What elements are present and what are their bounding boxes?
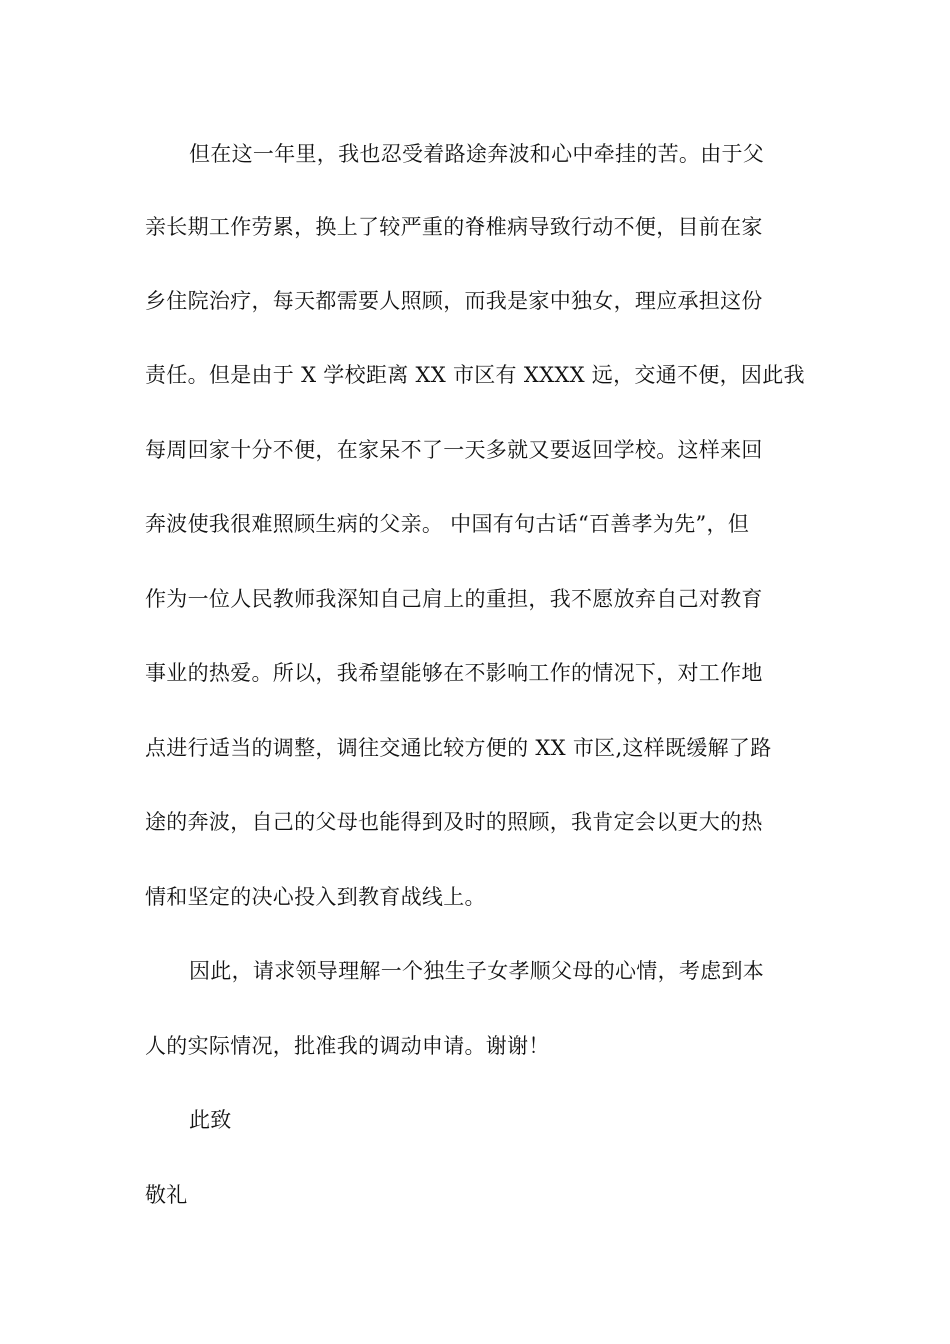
paragraph-1-line-3: 乡住院治疗，每天都需要人照顾，而我是家中独女，理应承担这份: [145, 289, 763, 313]
paragraph-1-line-9: 点进行适当的调整，调往交通比较方便的 XX 市区,这样既缓解了路: [145, 736, 772, 760]
closing-salutation: 此致: [189, 1108, 232, 1132]
paragraph-1-line-6: 奔波使我很难照顾生病的父亲。 中国有句古话“百善孝为先”，但: [145, 512, 750, 536]
paragraph-1-line-5: 每周回家十分不便，在家呆不了一天多就又要返回学校。这样来回: [145, 438, 763, 462]
paragraph-1-line-7: 作为一位人民教师我深知自己肩上的重担，我不愿放弃自己对教育: [145, 587, 763, 611]
paragraph-1-line-10: 途的奔波，自己的父母也能得到及时的照顾，我肯定会以更大的热: [145, 810, 763, 834]
paragraph-1-line-4: 责任。但是由于 X 学校距离 XX 市区有 XXXX 远，交通不便，因此我: [145, 363, 805, 387]
paragraph-1-line-11: 情和坚定的决心投入到教育战线上。: [145, 885, 486, 909]
paragraph-2-line-2: 人的实际情况，批准我的调动申请。谢谢！: [145, 1034, 550, 1058]
closing-regards: 敬礼: [145, 1183, 188, 1207]
paragraph-2-line-1: 因此，请求领导理解一个独生子女孝顺父母的心情，考虑到本: [189, 959, 765, 983]
paragraph-1-line-1: 但在这一年里，我也忍受着路途奔波和心中牵挂的苦。由于父: [189, 142, 765, 166]
paragraph-1-line-2: 亲长期工作劳累，换上了较严重的脊椎病导致行动不便，目前在家: [145, 215, 763, 239]
paragraph-1-line-8: 事业的热爱。所以，我希望能够在不影响工作的情况下，对工作地: [145, 661, 763, 685]
